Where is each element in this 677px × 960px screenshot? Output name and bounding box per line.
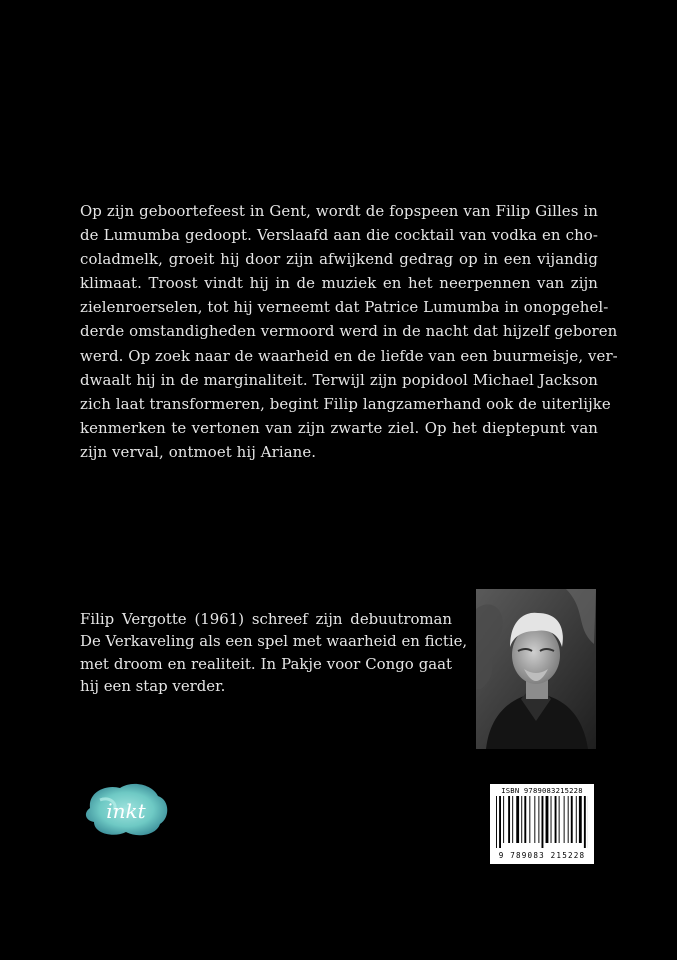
- barcode-bar: [571, 796, 573, 843]
- bio-line: met droom en realiteit. In Pakje voor Congo gaat: [80, 654, 452, 673]
- barcode-bar: [559, 796, 560, 843]
- bio-line: Filip Vergotte (1961) schreef zijn debuutroman: [80, 610, 452, 628]
- barcode-bar: [499, 796, 501, 848]
- blurb-line: zich laat transformeren, begint Filip langzamerhand ook de uiterlijke: [80, 394, 611, 413]
- barcode-bar: [584, 796, 586, 848]
- blurb-line: werd. Op zoek naar de waarheid en de liefde van een buurmeisje, ver-: [80, 346, 618, 365]
- barcode-bar: [496, 796, 497, 848]
- barcode-bar: [534, 796, 535, 843]
- logo-wordmark: inkt: [106, 799, 146, 823]
- blurb-line: coladmelk, groeit hij door zijn afwijkend gedrag op in een vijandig: [80, 250, 598, 269]
- barcode-bar: [555, 796, 557, 843]
- barcode-bar: [503, 796, 504, 843]
- barcode-bar: [542, 796, 544, 848]
- barcode-bar: [564, 796, 565, 843]
- author-photo-icon: [476, 589, 596, 749]
- isbn-label: ISBN 9789083215228: [501, 786, 583, 795]
- bio-line: hij een stap verder.: [80, 677, 226, 696]
- publisher-logo: [80, 778, 172, 840]
- barcode-bar: [538, 796, 539, 843]
- author-portrait: [476, 589, 596, 749]
- blurb-line: zielenroerselen, tot hij verneemt dat Patrice Lumumba in onopgehel-: [80, 298, 609, 317]
- blurb-line: zijn verval, ontmoet hij Ariane.: [80, 442, 317, 461]
- isbn-digits: 9 789083 215228: [498, 851, 586, 860]
- isbn-barcode: [490, 784, 594, 864]
- barcode-bar: [529, 796, 530, 843]
- barcode-bar: [516, 796, 519, 843]
- barcode-bar: [576, 796, 577, 843]
- blurb-line: klimaat. Troost vindt hij in de muziek en het neerpennen van zijn: [80, 274, 598, 293]
- book-blurb: [80, 199, 618, 464]
- barcode-icon: [496, 796, 588, 848]
- blurb-line: de Lumumba gedoopt. Verslaafd aan die cocktail van vodka en cho-: [80, 226, 598, 245]
- barcode-bar: [579, 796, 582, 843]
- blurb-line: derde omstandigheden vermoord werd in de nacht dat hijzelf geboren: [80, 322, 618, 341]
- bio-line: De Verkaveling als een spel met waarheid en fictie,: [80, 632, 468, 651]
- barcode-bar: [546, 796, 549, 843]
- barcode-bar: [512, 796, 513, 843]
- barcode-bar: [524, 796, 526, 843]
- barcode-bar: [568, 796, 569, 843]
- blurb-line: dwaalt hij in de marginaliteit. Terwijl zijn popidool Michael Jackson: [80, 370, 598, 389]
- blurb-line: Op zijn geboortefeest in Gent, wordt de fopspeen van Filip Gilles in: [80, 202, 598, 220]
- barcode-bar: [521, 796, 522, 843]
- blurb-line: kenmerken te vertonen van zijn zwarte ziel. Op het dieptepunt van: [80, 418, 598, 437]
- author-bio: [80, 608, 468, 698]
- barcode-bar: [508, 796, 510, 843]
- barcode-bar: [551, 796, 552, 843]
- inkt-logo-icon: [80, 778, 172, 840]
